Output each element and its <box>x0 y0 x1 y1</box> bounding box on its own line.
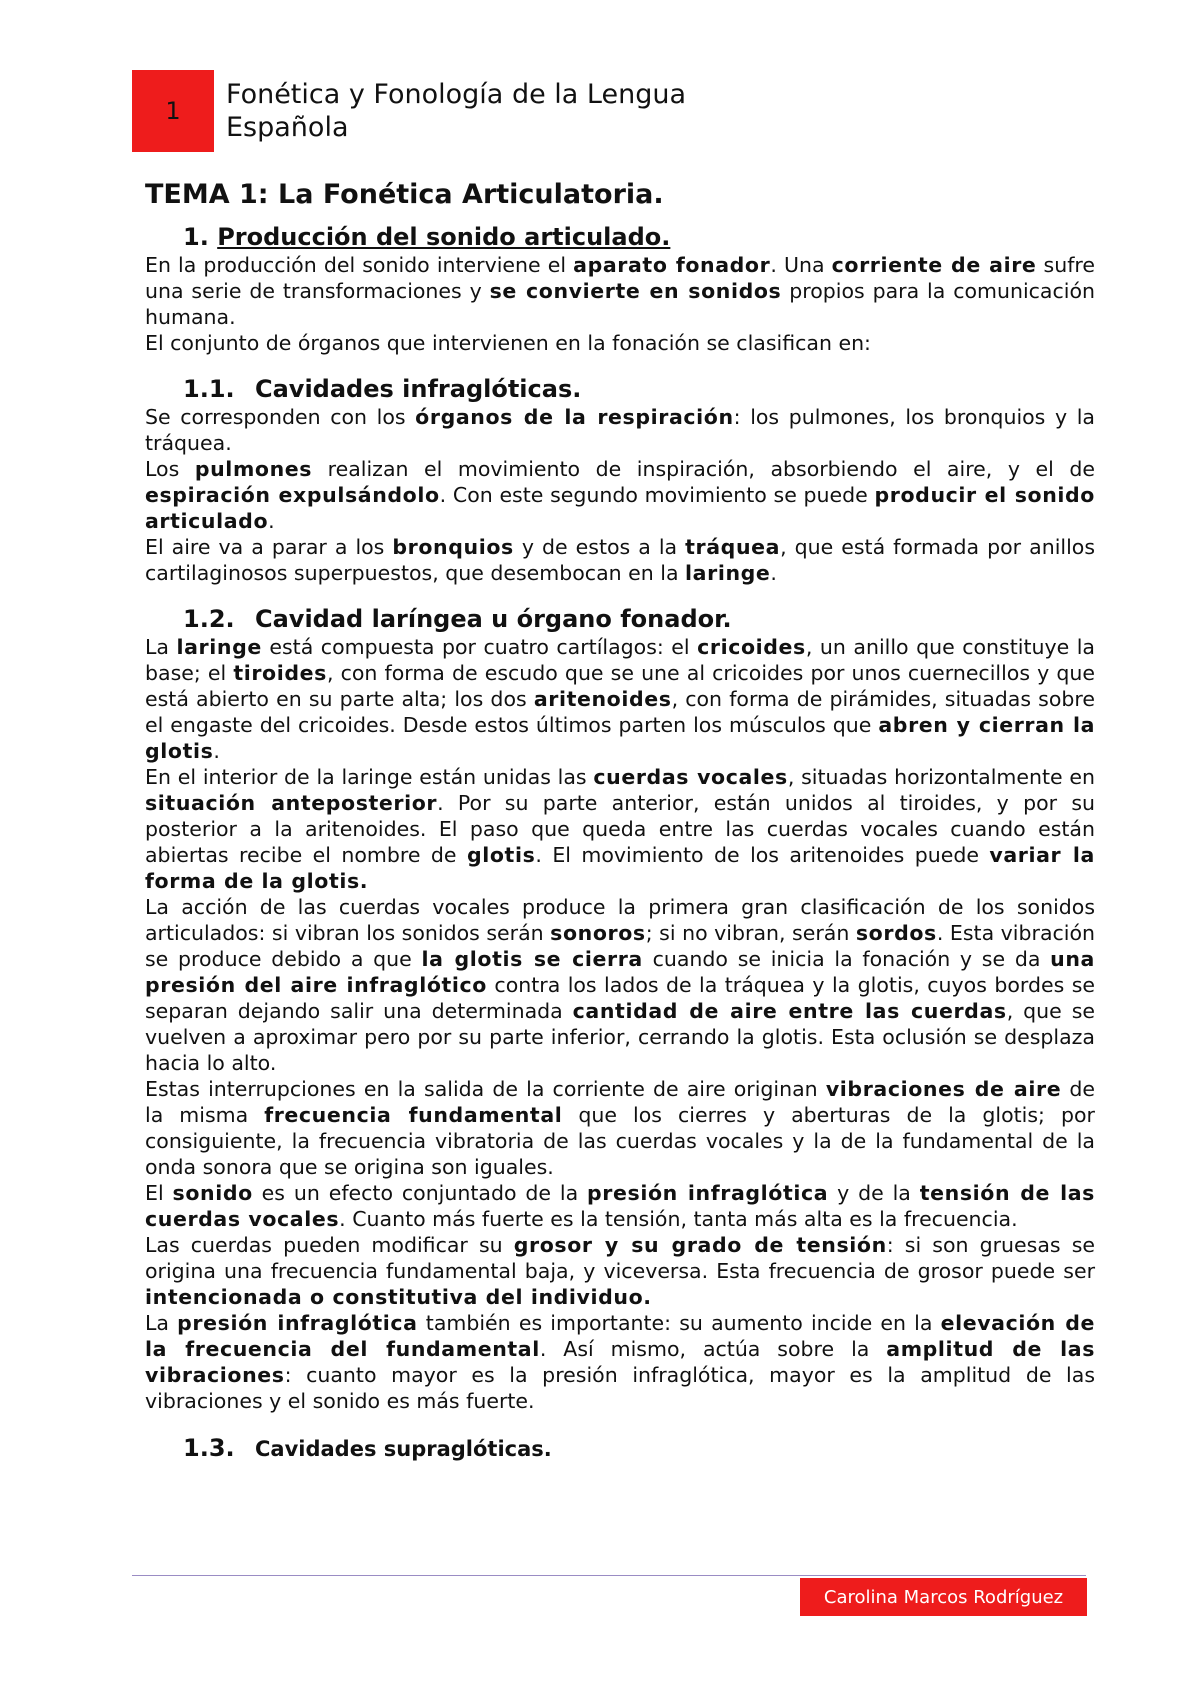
section-1-2-paragraph-6: Las cuerdas pueden modificar su grosor y su grado de tensión: si son gruesas se origina una frecuencia fundamental baja, y viceversa. Esta frecuencia de grosor puede ser intencionada o constitutiva del individuo. <box>145 1233 1095 1309</box>
footer-divider <box>132 1575 1086 1576</box>
document-body <box>145 178 1095 1463</box>
chapter-number-badge <box>132 70 214 152</box>
section-1-2-title: Cavidad laríngea u órgano fonador. <box>255 605 732 633</box>
tema-title: TEMA 1: La Fonética Articulatoria. <box>145 179 664 210</box>
section-1-2-heading <box>183 604 1095 634</box>
section-1-2-paragraph-4: Estas interrupciones en la salida de la corriente de aire originan vibraciones de aire de la misma frecuencia fundamental que los cierres y aberturas de la glotis; por consiguiente, la frecuencia vibratoria de las cuerdas vocales y la de la fundamental de la onda sonora que se origina son iguales. <box>145 1077 1095 1179</box>
section-1-2-paragraph-2: En el interior de la laringe están unidas las cuerdas vocales, situadas horizontalmente en situación anteposterior. Por su parte anterior, están unidos al tiroides, y por su posterior a la aritenoides. El paso que queda entre las cuerdas vocales cuando están abiertas recibe el nombre de glotis. El movimiento de los aritenoides puede variar la forma de la glotis. <box>145 765 1096 893</box>
section-1-3-heading <box>183 1434 1095 1463</box>
section-1-2-paragraph-5: El sonido es un efecto conjuntado de la presión infraglótica y de la tensión de las cuerdas vocales. Cuanto más fuerte es la tensión, tanta más alta es la frecuencia. <box>145 1181 1095 1231</box>
section-1-1-paragraph-2: Los pulmones realizan el movimiento de inspiración, absorbiendo el aire, y el de espiración expulsándolo. Con este segundo movimiento se puede producir el sonido articulado. <box>145 457 1096 533</box>
section-1-1-heading <box>183 374 1095 404</box>
section-1-heading <box>183 222 1095 252</box>
section-1-paragraph-1: En la producción del sonido interviene el aparato fonador. Una corriente de aire sufre una serie de transformaciones y se convierte en sonidos propios para la comunicación humana. <box>145 253 1096 329</box>
section-1-2-paragraph-3: La acción de las cuerdas vocales produce la primera gran clasificación de los sonidos articulados: si vibran los sonidos serán sonoros; si no vibran, serán sordos. Esta vibración se produce debido a que la glotis se cierra cuando se inicia la fonación y se da una presión del aire infraglótico contra los lados de la tráquea y la glotis, cuyos bordes se separan dejando salir una determinada cantidad de aire entre las cuerdas, que se vuelven a aproximar pero por su parte inferior, cerrando la glotis. Esta oclusión se desplaza hacia lo alto. <box>145 895 1096 1075</box>
section-1-2-paragraph-1: La laringe está compuesta por cuatro cartílagos: el cricoides, un anillo que constituye la base; el tiroides, con forma de escudo que se une al cricoides por unos cuernecillos y que está abierto en su parte alta; los dos aritenoides, con forma de pirámides, situadas sobre el engaste del cricoides. Desde estos últimos parten los músculos que abren y cierran la glotis. <box>145 635 1096 763</box>
section-1-1-paragraph-3: El aire va a parar a los bronquios y de estos a la tráquea, que está formada por anillos cartilaginosos superpuestos, que desembocan en la laringe. <box>145 535 1096 585</box>
section-1-3-number: 1.3. <box>183 1434 235 1462</box>
section-1-1-number: 1.1. <box>183 375 235 403</box>
section-1-paragraph-2: El conjunto de órganos que intervienen en la fonación se clasifican en: <box>145 331 871 355</box>
section-1-2-number: 1.2. <box>183 605 235 633</box>
section-1-2-paragraph-7: La presión infraglótica también es importante: su aumento incide en la elevación de la frecuencia del fundamental. Así mismo, actúa sobre la amplitud de las vibraciones: cuanto mayor es la presión infraglótica, mayor es la amplitud de las vibraciones y el sonido es más fuerte. <box>145 1311 1096 1413</box>
section-1-1-title: Cavidades infraglóticas. <box>255 375 582 403</box>
section-1-1-paragraph-1: Se corresponden con los órganos de la respiración: los pulmones, los bronquios y la tráquea. <box>145 405 1095 455</box>
section-1-number: 1. <box>183 223 209 251</box>
footer-author: Carolina Marcos Rodríguez <box>823 1586 1064 1608</box>
document-header-title: Fonética y Fonología de la Lengua Española <box>226 79 686 143</box>
section-1-title: Producción del sonido articulado. <box>217 223 671 251</box>
chapter-number: 1 <box>165 97 181 125</box>
footer-author-badge <box>800 1578 1087 1616</box>
section-1-3-title: Cavidades supraglóticas. <box>255 1437 552 1461</box>
